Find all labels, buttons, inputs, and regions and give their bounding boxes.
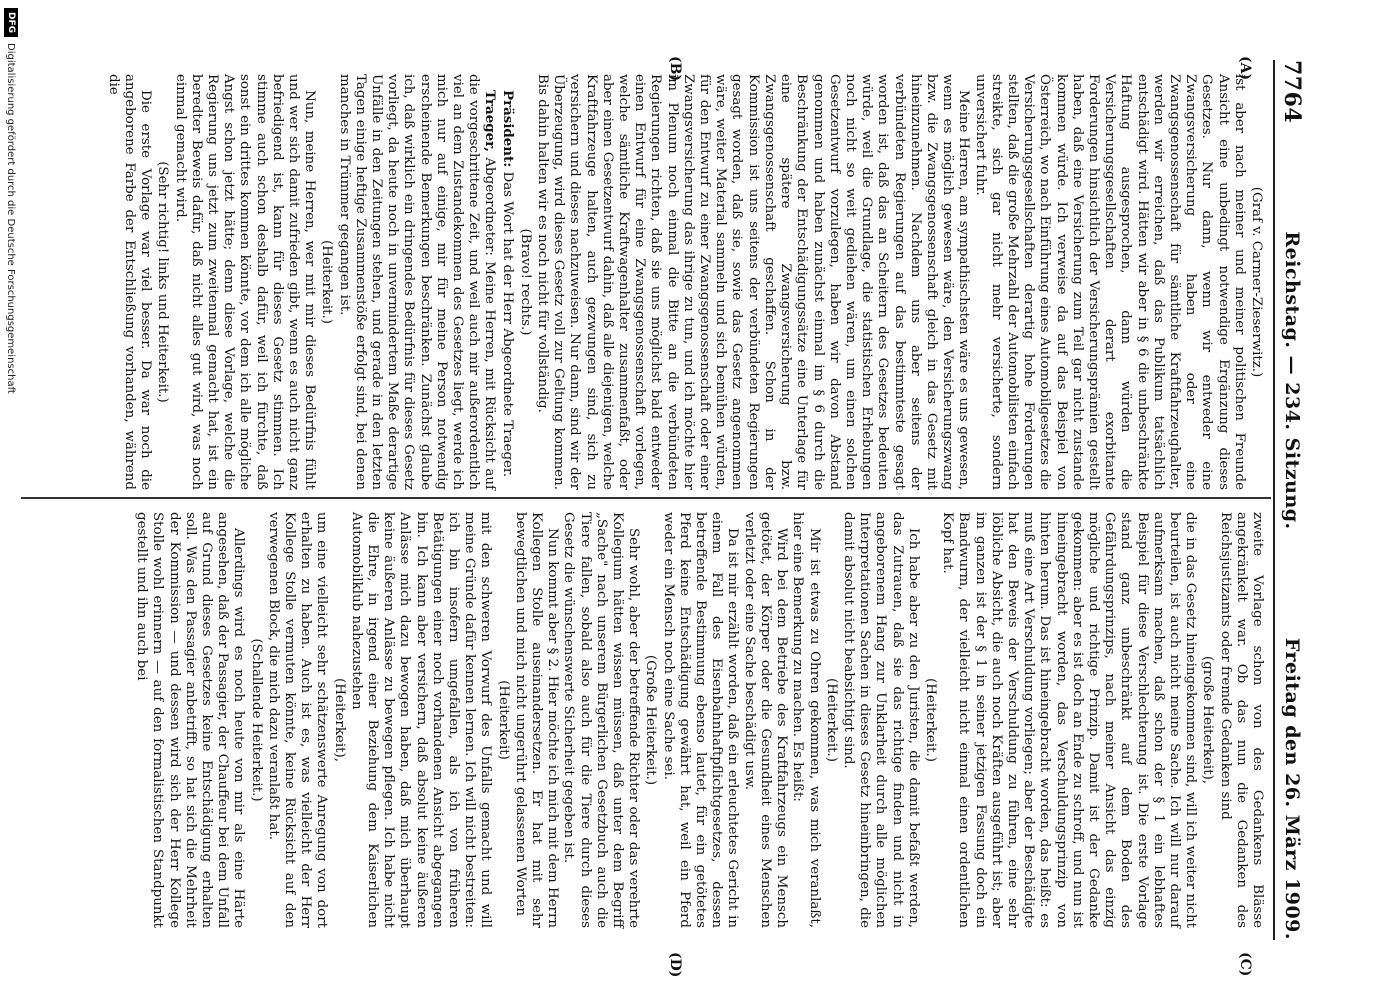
interjection: (große Heiterkeit),: [1200, 655, 1216, 785]
page-header: [1277, 60, 1307, 940]
interjection: (Heiterkeit.): [922, 678, 938, 762]
header-date: Freitag den 26. März 1909.: [1281, 637, 1303, 940]
interjection: (Schallende Heiterkeit.): [248, 638, 264, 802]
interjection: (Große Heiterkeit.): [643, 654, 659, 786]
speech-text: Das Wort hat der Herr Abgeordnete Traeger.: [499, 171, 515, 478]
paragraph: mit den schweren Vorwurf des Unfalls gemacht und will meine Gründe dafür kennen lernen. Ich will nicht bestreiten: ich bin insofern umgefallen, als ich von früheren Betätigungen einer noch vorhandenen Ansicht abgegangen bin. Ich kann aber versichern, daß absolut keine äußeren Anlässe mich dazu bewogen haben, daß mich überhaupt keine äußeren Anlässe zu bewegen pflegen. Ich habe nicht die Ehre, in irgend einer Beziehung dem Kaiserlichen Automobilklub nahezustehen: [348, 512, 494, 928]
speech-text: Abgeordneter: Meine Herren, mit Rücksicht auf die vorgeschrittene Zeit, und weil auch mir außerordentlich viel an dem Zustandekommen des Gesetzes liegt, werde ich mich nur auf einige, mir für meine Person notwendig erscheinende Bemerkungen beschränken. Zunächst glaube ich, daß wirklich ein dringendes Bedürfnis für dieses Gesetz vorliegt, da heute noch in unvermindertem Maße derartige Unfälle in den Zeitungen stehen, und gerade in den letzten Tagen einige heftige Zusammenstöße erfolgt sind, bei denen manches in Trümmer gegangen ist.: [336, 74, 498, 490]
digitization-footer: [2, 8, 20, 988]
column-divider: [21, 497, 1271, 499]
margin-mark-b: (B): [667, 56, 683, 82]
paragraph: Die erste Vorlage war viel besser. Da war noch die angeborene Farbe der Entschließung vorhanden, während die: [105, 74, 154, 490]
paragraph: Da ist mir erzählt worden, daß ein erleuchtetes Gericht in einem Fall des Eisenbahnhaftpflichtgesetzes, dessen betreffende Bestimmung ebenso lautet, für ein getötetes Pferd keine Entschädigung gewährt hat, weil ein Pferd weder ein Mensch noch eine Sache sei.: [660, 512, 741, 928]
paragraph: Nun, meine Herren, wer mit mir dieses Bedürfnis fühlt und wer sich damit zufrieden gibt, wenn es auch nicht ganz befriedigend ist, kann für dieses Gesetz stimmen. Ich stimme auch schon deshalb dafür, weil ich fürchte, daß sonst ein drittes kommen könnte, vor dem ich alle mögliche Angst schon jetzt hätte; denn diese Vorlage, welche die Regierung uns jetzt zum zweitenmal gemacht hat, ist ein beredter Beweis dafür, daß nicht alles gut wird, was noch einmal gemacht wird.: [172, 74, 318, 490]
quotation: Wird bei dem Betriebe des Kraftfahrzeugs ein Mensch getötet, der Körper oder die Gesundheit eines Menschen verletzt oder eine Sache beschädigt usw.: [741, 512, 790, 928]
speaker-label: Präsident:: [499, 90, 516, 168]
dfg-logo: DFG: [4, 8, 18, 37]
page-number: 7764: [1279, 60, 1305, 124]
paragraph: Meine Herren, am sympathischsten wäre es uns gewesen, wenn es möglich gewesen wäre, den Versicherungszwang bzw. die Zwangsgenossenschaft gleich in das Gesetz mit hineinzunehmen. Nachdem uns aber seitens der verbündeten Regierungen auf das bestimmteste gesagt worden ist, daß das an Scheitern des Gesetzes bedeuten würde, weil die Grundlage, die statistischen Erhebungen noch nicht so weit gediehen wären, um einen solchen Gesetzentwurf vorzulegen, haben wir davon Abstand genommen und haben zunächst einmal im § 6 durch die Beschränkung der Entschädigungssätze eine Unterlage für eine spätere Zwangsversicherung bzw. Zwangsgenossenschaft geschaffen. Schon in der Kommission ist uns seitens der verbündeten Regierungen gesagt worden, daß sie, sowie das Gesetz angenommen wäre, weiter Material sammeln und sich bemühen würden, für den Entwurf zu einer Zwangsgenossenschaft oder einer Zwangsversicherung das ihrige zu tun, und ich möchte hier im Plenum noch einmal die Bitte an die verbündeten Regierungen richten, daß sie uns möglichst bald entweder einen Entwurf für eine Zwangsgenossenschaft vorlegen, welche sämtliche Kraftwagenhalter zusammenfaßt, oder aber einen Gesetzentwurf dahin, daß alle diejenigen, welche Kraftfahrzeuge halten, auch gezwungen sind, sich zu versichern und dieses nachzuweisen. Nur dann, sind wir der Überzeugung, wird dieses Gesetz voll zur Geltung kommen. Bis dahin halten wir es noch nicht für vollständig.: [535, 74, 972, 490]
paragraph: um eine vielleicht sehr schätzenswerte Anregung von dort erhalten zu haben. Auch ist es, was vielleicht der Herr Kollege Stolle vermuten könnte, keine Rücksicht auf den verwegenen Block, die mich dazu veranlaßt hat.: [265, 512, 330, 928]
president-paragraph: [498, 74, 515, 490]
interjection: (Sehr richtig! links und Heiterkeit.): [155, 161, 171, 403]
interjection: (Heiterkeit.): [823, 678, 839, 762]
header-rule: [1273, 60, 1275, 940]
speaker-label: Traeger,: [482, 90, 499, 152]
paragraph: ist aber nach meiner und meiner politischen Freunde Ansicht eine unbedingt notwendige Ergänzung dieses Gesetzes. Nur dann, wenn wir entweder eine Zwangsversicherung haben oder eine Zwangsgenossenschaft für sämtliche Kraftfahrzeughalter, werden wir erreichen, daß das Publikum tatsächlich entschädigt wird. Hätten wir aber in § 6 die unbeschränkte Haftung ausgesprochen, dann würden die Versicherungsgesellschaften derart exorbitante Forderungen hinsichtlich der Versicherungsprämien gestellt haben, daß eine Versicherung zum Teil gar nicht zustande kommen würde. Ich verweise da auf das Beispiel von Österreich, wo nach Einführung eines Automobilgesetzes die Versicherungsgesellschaften derartig hohe Forderungen stellten, daß die große Mehrzahl der Automobilisten einfach streikte, sich gar nicht mehr versicherte, sondern unversichert fuhr.: [972, 74, 1247, 491]
paragraph: Ich habe aber zu den Juristen, die damit befaßt werden, das Zutrauen, daß sie das richtige finden und nicht in angeborenem Hang zur Unklarheit durch alle möglichen Interpretationen Sachen in dieses Gesetz hineinbringen, die damit absolut nicht beabsichtigt sind.: [840, 512, 921, 928]
interjection: (Heiterkeit),: [331, 678, 347, 762]
paragraph: Sehr wohl, aber der betreffende Richter oder das verehrte Kollegium hätten wissen müssen, daß unter dem Begriff „Sache" nach unserem Bürgerlichen Gesetzbuch auch die Tiere fallen, sobald also auch für die Tiere durch dieses Gesetz die wünschenswerte Sicherheit gegeben ist.: [561, 512, 642, 928]
margin-mark-a: (A): [1237, 56, 1253, 81]
funding-credit: Digitalisierung gefördert durch die Deutsche Forschungsgemeinschaft: [5, 43, 17, 394]
paragraph: Nun kommt aber § 2. Hier möchte ich mich mit dem Herrn Kollegen Stolle auseinandersetzen. Er hat mit sehr bewegtlichen und mich nicht ungerührt gelassenen Worten: [512, 512, 561, 928]
left-column: [105, 74, 1265, 490]
paragraph: zweite Vorlage schon von des Gedankens Blässe angekränkelt war. Ob das nun die Gedanken des Reichsjustizamts oder fremde Gedanken sind: [1217, 512, 1265, 928]
paragraph: Allerdings wird es noch heute von mir als eine Härte angesehen, daß der Passagier, der Chauffeur bei dem Unfall auf Grund dieses Gesetzes keine Entschädigung erhalten soll. Was den Passagier anbetrifft, so hat sich die Mehrheit der Kommission — und dessen wird sich der Herr Kollege Stolle wohl erinnern — auf den formalistischen Standpunkt gestellt und ihn auch bei: [134, 512, 247, 928]
right-column: [133, 512, 1265, 928]
margin-mark-c: (C): [1237, 952, 1253, 977]
paragraph: die in das Gesetz hineingekommen sind, will ich weiter nicht beurteilen, ist auch nicht meine Sache. Ich will nur darauf aufmerksam machen, daß schon der § 1 ein lebhaftes Beispiel für diese Verschlechterung ist. Die erste Vorlage stand ganz unbeschränkt auf dem Boden des Gefährdungsprinzips, nach meiner Ansicht das einzig mögliche und richtige Prinzip. Damit ist der Gedanke gekommen: aber es ist doch an Ende zu schroff, und nun ist hineingebracht worden, das Verschuldungsprinzip von hinten herum. Das ist hineingebracht worden, das heißt: es muß eine Art Verschuldung vorliegen; aber der Beschädigte hat den Beweis der Verschuldung zu führen, eine sehr löbliche Absicht, die auch noch Kräften ausgeführt ist; aber im ganzen ist der § 1 in seiner jetzigen Fassung doch ein Bandwurm, der vielleicht nicht einmal einen ordentlichen Kopf hat.: [940, 512, 1199, 928]
interjection: (Heiterkeit.): [319, 240, 335, 324]
speaker-line: (Graf v. Carmer-Zieserwitz.): [1249, 186, 1264, 378]
paragraph: Mir ist etwas zu Ohren gekommen, was mich veranlaßt, hier eine Bemerkung zu machen. Es heißt:: [790, 512, 822, 928]
header-title: Reichstag. — 234. Sitzung.: [1281, 231, 1303, 530]
traeger-paragraph: [335, 74, 498, 490]
interjection: (Heiterkeit): [495, 680, 511, 760]
interjection: (Bravo! rechts.): [517, 228, 533, 336]
margin-mark-d: (D): [667, 952, 683, 978]
